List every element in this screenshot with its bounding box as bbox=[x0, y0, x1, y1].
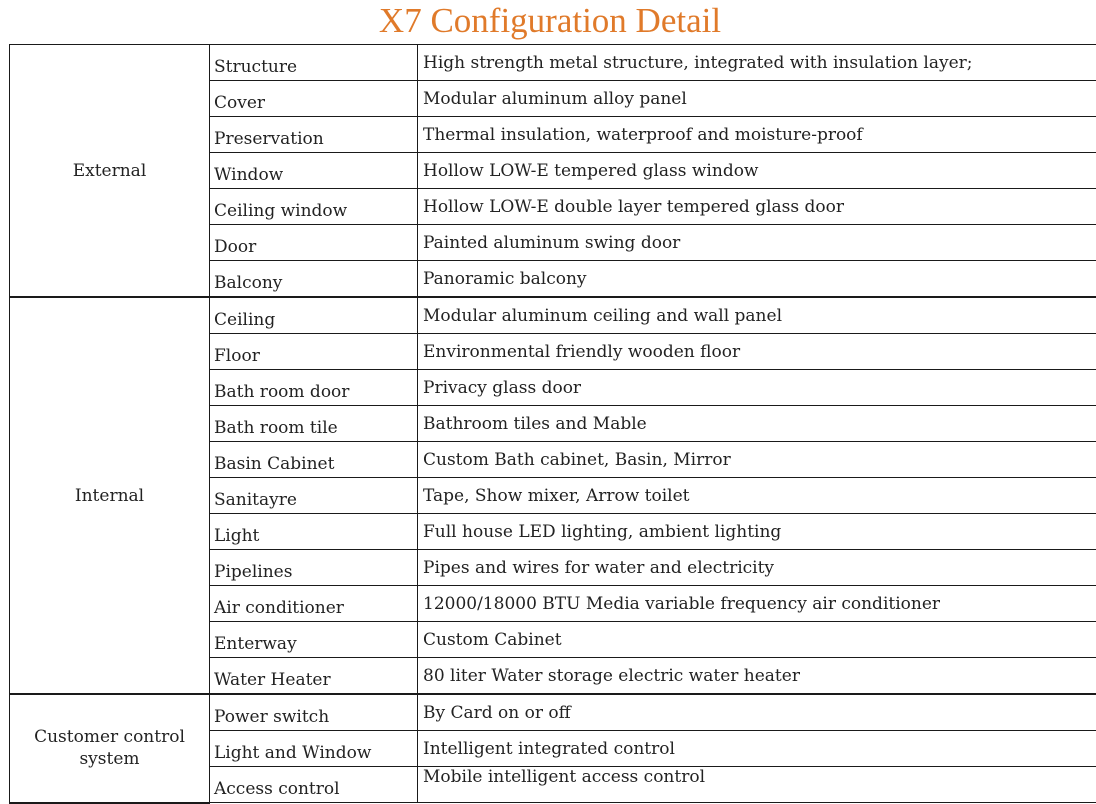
item-detail: Intelligent integrated control bbox=[418, 731, 1096, 767]
item-label: Cover bbox=[210, 81, 418, 117]
item-label: Light and Window bbox=[210, 731, 418, 767]
item-label: Power switch bbox=[210, 694, 418, 731]
item-label: Sanitayre bbox=[210, 478, 418, 514]
item-detail: Full house LED lighting, ambient lighting bbox=[418, 514, 1096, 550]
item-detail: Privacy glass door bbox=[418, 370, 1096, 406]
item-detail: Modular aluminum ceiling and wall panel bbox=[418, 297, 1096, 334]
item-label: Air conditioner bbox=[210, 586, 418, 622]
item-detail: Bathroom tiles and Mable bbox=[418, 406, 1096, 442]
configuration-table bbox=[9, 44, 1096, 804]
item-detail: Custom Bath cabinet, Basin, Mirror bbox=[418, 442, 1096, 478]
item-detail: Thermal insulation, waterproof and moisture-proof bbox=[418, 117, 1096, 153]
item-label: Enterway bbox=[210, 622, 418, 658]
table-row bbox=[10, 694, 1096, 731]
item-label: Bath room door bbox=[210, 370, 418, 406]
category-external: External bbox=[10, 45, 210, 298]
item-label: Access control bbox=[210, 767, 418, 803]
item-detail: Hollow LOW-E double layer tempered glass door bbox=[418, 189, 1096, 225]
item-detail: 80 liter Water storage electric water heater bbox=[418, 658, 1096, 695]
item-detail: 12000/18000 BTU Media variable frequency air conditioner bbox=[418, 586, 1096, 622]
item-label: Water Heater bbox=[210, 658, 418, 695]
item-label: Bath room tile bbox=[210, 406, 418, 442]
item-detail: Environmental friendly wooden floor bbox=[418, 334, 1096, 370]
item-label: Structure bbox=[210, 45, 418, 81]
category-customer-control-system: Customer control system bbox=[10, 694, 210, 803]
item-label: Ceiling window bbox=[210, 189, 418, 225]
item-detail: Modular aluminum alloy panel bbox=[418, 81, 1096, 117]
page-title: X7 Configuration Detail bbox=[0, 0, 1096, 42]
item-label: Pipelines bbox=[210, 550, 418, 586]
item-detail: High strength metal structure, integrated with insulation layer; bbox=[418, 45, 1096, 81]
item-detail: Mobile intelligent access control bbox=[418, 767, 1096, 803]
item-label: Light bbox=[210, 514, 418, 550]
item-label: Preservation bbox=[210, 117, 418, 153]
item-label: Floor bbox=[210, 334, 418, 370]
item-detail: Hollow LOW-E tempered glass window bbox=[418, 153, 1096, 189]
item-label: Door bbox=[210, 225, 418, 261]
item-label: Ceiling bbox=[210, 297, 418, 334]
category-internal: Internal bbox=[10, 297, 210, 694]
item-label: Balcony bbox=[210, 261, 418, 298]
item-label: Window bbox=[210, 153, 418, 189]
table-row bbox=[10, 45, 1096, 81]
table-row bbox=[10, 297, 1096, 334]
item-detail: Tape, Show mixer, Arrow toilet bbox=[418, 478, 1096, 514]
item-detail: Custom Cabinet bbox=[418, 622, 1096, 658]
item-detail: By Card on or off bbox=[418, 694, 1096, 731]
item-label: Basin Cabinet bbox=[210, 442, 418, 478]
item-detail: Panoramic balcony bbox=[418, 261, 1096, 298]
item-detail: Painted aluminum swing door bbox=[418, 225, 1096, 261]
item-detail: Pipes and wires for water and electricity bbox=[418, 550, 1096, 586]
